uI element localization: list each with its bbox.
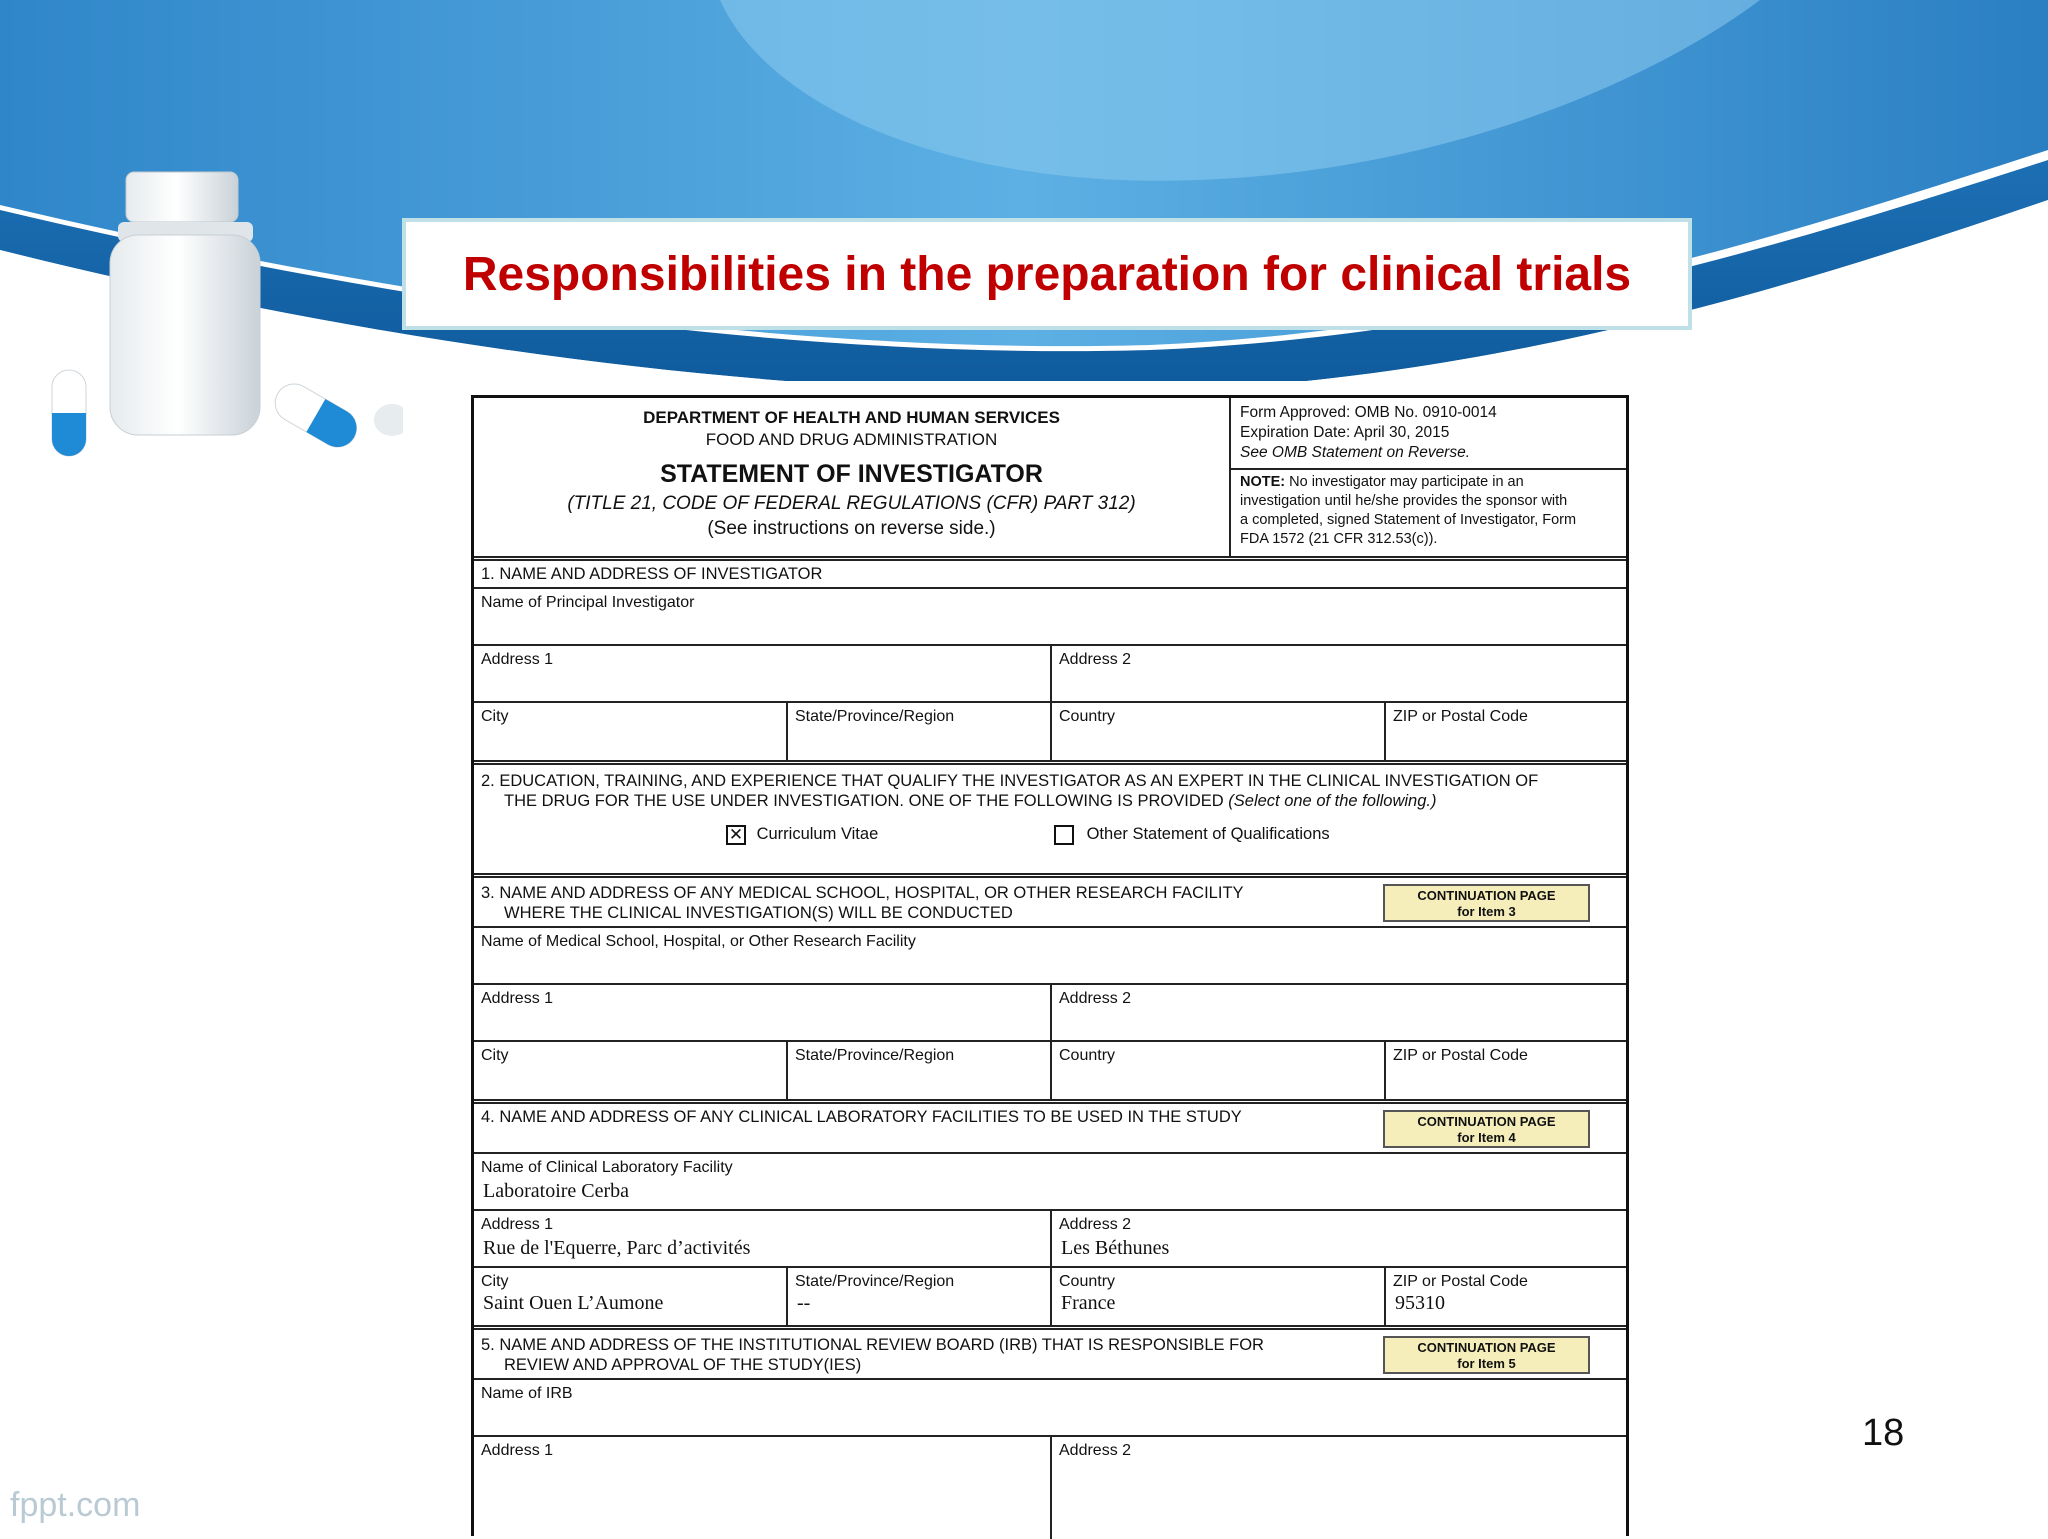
lab-zip-field[interactable] bbox=[1384, 1268, 1626, 1325]
lab-city-field[interactable] bbox=[474, 1268, 786, 1325]
lab-country-field[interactable] bbox=[1050, 1268, 1384, 1325]
field-label: Name of IRB bbox=[481, 1385, 573, 1402]
form-title: STATEMENT OF INVESTIGATOR bbox=[660, 460, 1043, 488]
field-label: Country bbox=[1059, 708, 1116, 725]
lab-name-field[interactable] bbox=[474, 1154, 1626, 1211]
section2-heading: THE DRUG FOR THE USE UNDER INVESTIGATION. ONE OF THE FOLLOWING IS PROVIDED bbox=[504, 792, 1224, 810]
field-label: Address 2 bbox=[1059, 990, 1132, 1007]
section1-heading-row bbox=[474, 561, 1626, 589]
continuation-page-item5-button[interactable] bbox=[1383, 1336, 1590, 1374]
form-header-omb-block bbox=[1231, 398, 1626, 556]
section5-heading: 5. NAME AND ADDRESS OF THE INSTITUTIONAL REVIEW BOARD (IRB) THAT IS RESPONSIBLE FOR bbox=[481, 1336, 1264, 1354]
curriculum-vitae-option[interactable] bbox=[726, 825, 878, 845]
investigator-state-field[interactable] bbox=[786, 703, 1050, 760]
section4-heading: 4. NAME AND ADDRESS OF ANY CLINICAL LABORATORY FACILITIES TO BE USED IN THE STUDY bbox=[481, 1108, 1242, 1126]
lab-address2-value: Les Béthunes bbox=[1061, 1237, 1170, 1259]
checkbox-icon[interactable] bbox=[1054, 825, 1074, 845]
lab-city-value: Saint Ouen L’Aumone bbox=[483, 1292, 664, 1314]
field-label: ZIP or Postal Code bbox=[1393, 1047, 1528, 1064]
capsule-icon bbox=[52, 370, 86, 456]
field-label: Country bbox=[1059, 1047, 1116, 1064]
form-subtitle: (TITLE 21, CODE OF FEDERAL REGULATIONS (CFR) PART 312) bbox=[567, 493, 1136, 514]
lab-address-row bbox=[474, 1211, 1626, 1268]
fda-form-image bbox=[403, 381, 1698, 1536]
field-label: City bbox=[481, 1273, 509, 1290]
field-label: City bbox=[481, 1047, 509, 1064]
lab-country-value: France bbox=[1061, 1292, 1116, 1314]
button-label: CONTINUATION PAGE bbox=[1417, 1114, 1556, 1129]
note-line: No investigator may participate in an bbox=[1289, 474, 1524, 490]
continuation-page-item3-button[interactable] bbox=[1383, 884, 1590, 922]
lab-zip-value: 95310 bbox=[1395, 1292, 1445, 1314]
field-label: ZIP or Postal Code bbox=[1393, 1273, 1528, 1290]
facility-address-row bbox=[474, 985, 1626, 1042]
field-label: Address 1 bbox=[481, 1442, 554, 1459]
lab-address2-field[interactable] bbox=[1050, 1211, 1626, 1266]
irb-address1-field[interactable] bbox=[474, 1437, 1050, 1539]
irb-name-field[interactable] bbox=[474, 1380, 1626, 1437]
note-line: a completed, signed Statement of Investigator, Form bbox=[1240, 512, 1577, 528]
facility-country-field[interactable] bbox=[1050, 1042, 1384, 1099]
lab-address1-field[interactable] bbox=[474, 1211, 1050, 1266]
section4-heading-row bbox=[474, 1104, 1626, 1154]
button-label: for Item 5 bbox=[1457, 1356, 1516, 1371]
investigator-address2-field[interactable] bbox=[1050, 646, 1626, 701]
button-label: CONTINUATION PAGE bbox=[1417, 888, 1556, 903]
lab-name-value: Laboratoire Cerba bbox=[483, 1180, 630, 1202]
field-label: Address 2 bbox=[1059, 651, 1132, 668]
section5-heading-row bbox=[474, 1330, 1626, 1380]
lab-city-row bbox=[474, 1268, 1626, 1330]
facility-address1-field[interactable] bbox=[474, 985, 1050, 1040]
watermark-logo: fppt.com bbox=[10, 1486, 141, 1524]
slide-title: Responsibilities in the preparation for clinical trials bbox=[462, 247, 1632, 301]
button-label: for Item 3 bbox=[1457, 904, 1516, 919]
field-label: State/Province/Region bbox=[795, 708, 955, 725]
investigator-country-field[interactable] bbox=[1050, 703, 1384, 760]
field-label: Name of Clinical Laboratory Facility bbox=[481, 1159, 733, 1176]
note-line: investigation until he/she provides the sponsor with bbox=[1240, 493, 1568, 509]
facility-city-row bbox=[474, 1042, 1626, 1104]
checkbox-checked-icon[interactable]: ✕ bbox=[726, 825, 746, 845]
field-label: Address 2 bbox=[1059, 1216, 1132, 1233]
field-label: City bbox=[481, 708, 509, 725]
agency-name: FOOD AND DRUG ADMINISTRATION bbox=[705, 430, 998, 449]
facility-zip-field[interactable] bbox=[1384, 1042, 1626, 1099]
field-label: Name of Medical School, Hospital, or Other Research Facility bbox=[481, 933, 916, 950]
button-label: for Item 4 bbox=[1457, 1130, 1516, 1145]
irb-address2-field[interactable] bbox=[1050, 1437, 1626, 1539]
investigator-name-field[interactable] bbox=[474, 589, 1626, 646]
form-instructions: (See instructions on reverse side.) bbox=[707, 518, 996, 539]
field-label: State/Province/Region bbox=[795, 1047, 955, 1064]
investigator-city-row bbox=[474, 703, 1626, 765]
section2-select-hint: (Select one of the following.) bbox=[1228, 792, 1437, 810]
expiration-date: Expiration Date: April 30, 2015 bbox=[1240, 424, 1450, 441]
facility-city-field[interactable] bbox=[474, 1042, 786, 1099]
field-label: Address 1 bbox=[481, 1216, 554, 1233]
field-label: ZIP or Postal Code bbox=[1393, 708, 1528, 725]
section3-heading: WHERE THE CLINICAL INVESTIGATION(S) WILL BE CONDUCTED bbox=[504, 904, 1013, 922]
facility-state-field[interactable] bbox=[786, 1042, 1050, 1099]
lab-state-value: -- bbox=[797, 1292, 811, 1314]
section1-heading: 1. NAME AND ADDRESS OF INVESTIGATOR bbox=[481, 565, 823, 583]
section5-heading: REVIEW AND APPROVAL OF THE STUDY(IES) bbox=[504, 1356, 862, 1374]
investigator-city-field[interactable] bbox=[474, 703, 786, 760]
continuation-page-item4-button[interactable] bbox=[1383, 1110, 1590, 1148]
section2-heading: 2. EDUCATION, TRAINING, AND EXPERIENCE THAT QUALIFY THE INVESTIGATOR AS AN EXPERT IN THE CLINICAL INVESTIGATION OF bbox=[481, 772, 1539, 790]
investigator-address1-field[interactable] bbox=[474, 646, 1050, 701]
facility-name-field[interactable] bbox=[474, 928, 1626, 985]
lab-address1-value: Rue de l'Equerre, Parc d’activités bbox=[483, 1237, 751, 1259]
irb-address-row bbox=[474, 1437, 1626, 1539]
capsule-icon bbox=[268, 377, 363, 454]
field-label: State/Province/Region bbox=[795, 1273, 955, 1290]
form-header-title-block bbox=[474, 398, 1231, 556]
section3-heading: 3. NAME AND ADDRESS OF ANY MEDICAL SCHOOL, HOSPITAL, OR OTHER RESEARCH FACILITY bbox=[481, 884, 1244, 902]
lab-state-field[interactable] bbox=[786, 1268, 1050, 1325]
section2-qualifications bbox=[474, 765, 1626, 878]
form-header bbox=[474, 398, 1626, 561]
omb-number: Form Approved: OMB No. 0910-0014 bbox=[1240, 404, 1497, 421]
field-label: Country bbox=[1059, 1273, 1116, 1290]
field-label: Address 2 bbox=[1059, 1442, 1132, 1459]
button-label: CONTINUATION PAGE bbox=[1417, 1340, 1556, 1355]
field-label: Name of Principal Investigator bbox=[481, 594, 695, 611]
slide-number: 18 bbox=[1862, 1412, 1905, 1454]
section3-heading-row bbox=[474, 878, 1626, 928]
statement-of-investigator-form bbox=[471, 395, 1629, 1536]
dept-name: DEPARTMENT OF HEALTH AND HUMAN SERVICES bbox=[643, 408, 1060, 427]
note-line: FDA 1572 (21 CFR 312.53(c)). bbox=[1240, 531, 1438, 547]
facility-address2-field[interactable] bbox=[1050, 985, 1626, 1040]
option-label: Other Statement of Qualifications bbox=[1086, 825, 1330, 844]
omb-statement: See OMB Statement on Reverse. bbox=[1240, 444, 1471, 461]
medicine-bottle-icon bbox=[110, 172, 260, 435]
note-label: NOTE: bbox=[1240, 474, 1286, 490]
form-note bbox=[1231, 470, 1626, 549]
investigator-address-row bbox=[474, 646, 1626, 703]
investigator-zip-field[interactable] bbox=[1384, 703, 1626, 760]
other-statement-option[interactable] bbox=[1054, 825, 1330, 845]
option-label: Curriculum Vitae bbox=[756, 825, 879, 844]
field-label: Address 1 bbox=[481, 651, 554, 668]
field-label: Address 1 bbox=[481, 990, 554, 1007]
slide-title-box bbox=[402, 218, 1692, 330]
